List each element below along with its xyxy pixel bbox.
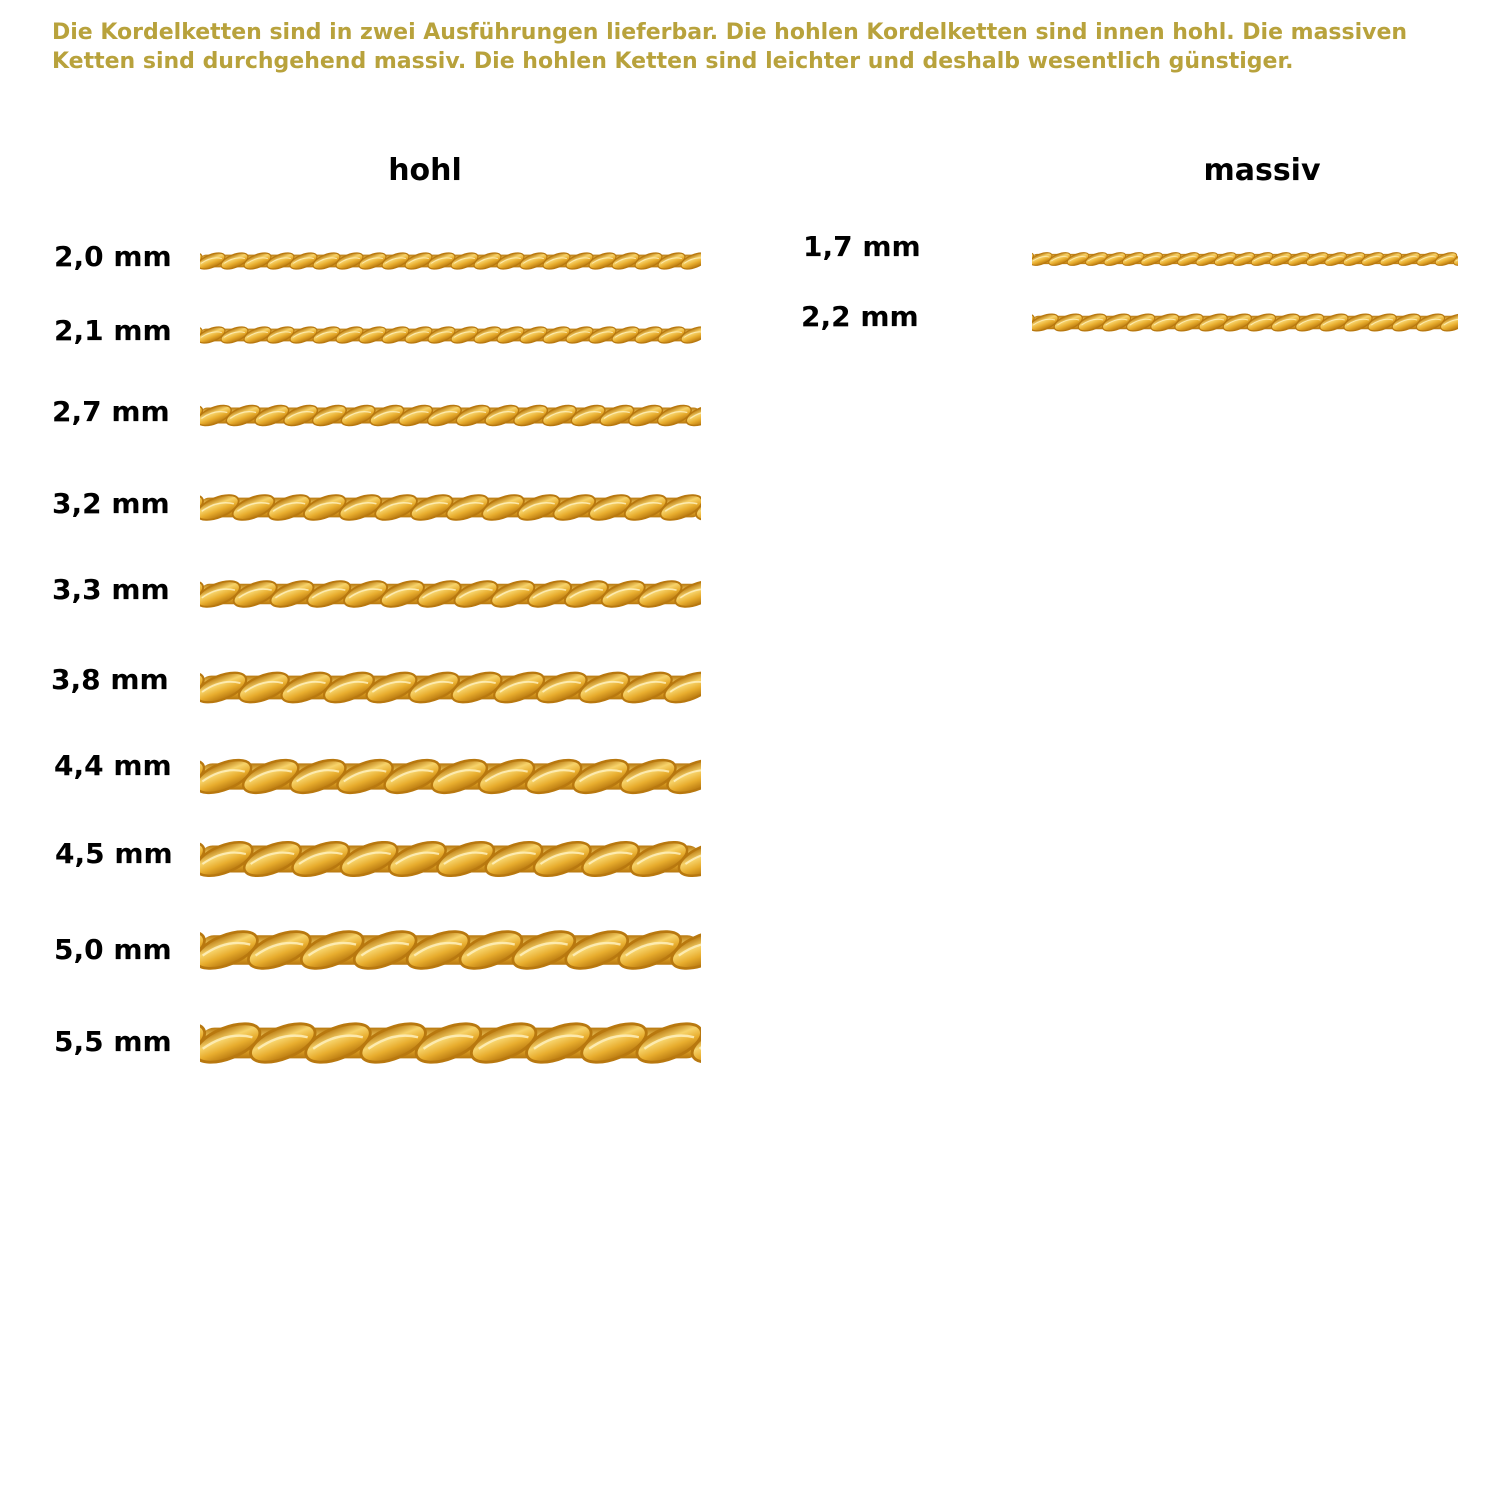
hohl-size-label: 3,8 mm bbox=[51, 663, 169, 696]
hohl-size-label: 2,1 mm bbox=[54, 314, 172, 347]
heading-massiv: massiv bbox=[1203, 153, 1321, 188]
heading-hohl: hohl bbox=[388, 153, 462, 188]
rope-chain-image bbox=[200, 669, 701, 706]
hohl-size-label: 5,5 mm bbox=[54, 1025, 172, 1058]
rope-chain-image bbox=[1032, 251, 1458, 267]
rope-chain-image bbox=[200, 927, 701, 973]
rope-chain-image bbox=[200, 756, 701, 797]
intro-text bbox=[52, 18, 1452, 76]
hohl-size-label: 3,2 mm bbox=[52, 487, 170, 520]
rope-chain-image bbox=[200, 1019, 701, 1067]
massiv-size-label: 1,7 mm bbox=[803, 230, 921, 263]
hohl-size-label: 3,3 mm bbox=[52, 573, 170, 606]
rope-chain-image bbox=[200, 403, 701, 428]
hohl-size-label: 2,7 mm bbox=[52, 395, 170, 428]
intro-line-1: Die Kordelketten sind in zwei Ausführungen lieferbar. Die hohlen Kordelketten sind innen hohl. Die massiven bbox=[52, 20, 1408, 45]
rope-chain-image bbox=[200, 578, 701, 610]
hohl-size-label: 2,0 mm bbox=[54, 240, 172, 273]
massiv-size-label: 2,2 mm bbox=[801, 300, 919, 333]
rope-chain-image bbox=[200, 492, 701, 523]
rope-chain-image bbox=[200, 325, 701, 345]
rope-chain-image bbox=[1032, 312, 1458, 333]
rope-chain-image bbox=[200, 838, 701, 880]
hohl-size-label: 4,5 mm bbox=[55, 837, 173, 870]
intro-line-2: Ketten sind durchgehend massiv. Die hohlen Ketten sind leichter und deshalb wesentlich günstiger. bbox=[52, 49, 1294, 74]
rope-chain-image bbox=[200, 251, 701, 271]
hohl-size-label: 4,4 mm bbox=[54, 749, 172, 782]
hohl-size-label: 5,0 mm bbox=[54, 933, 172, 966]
